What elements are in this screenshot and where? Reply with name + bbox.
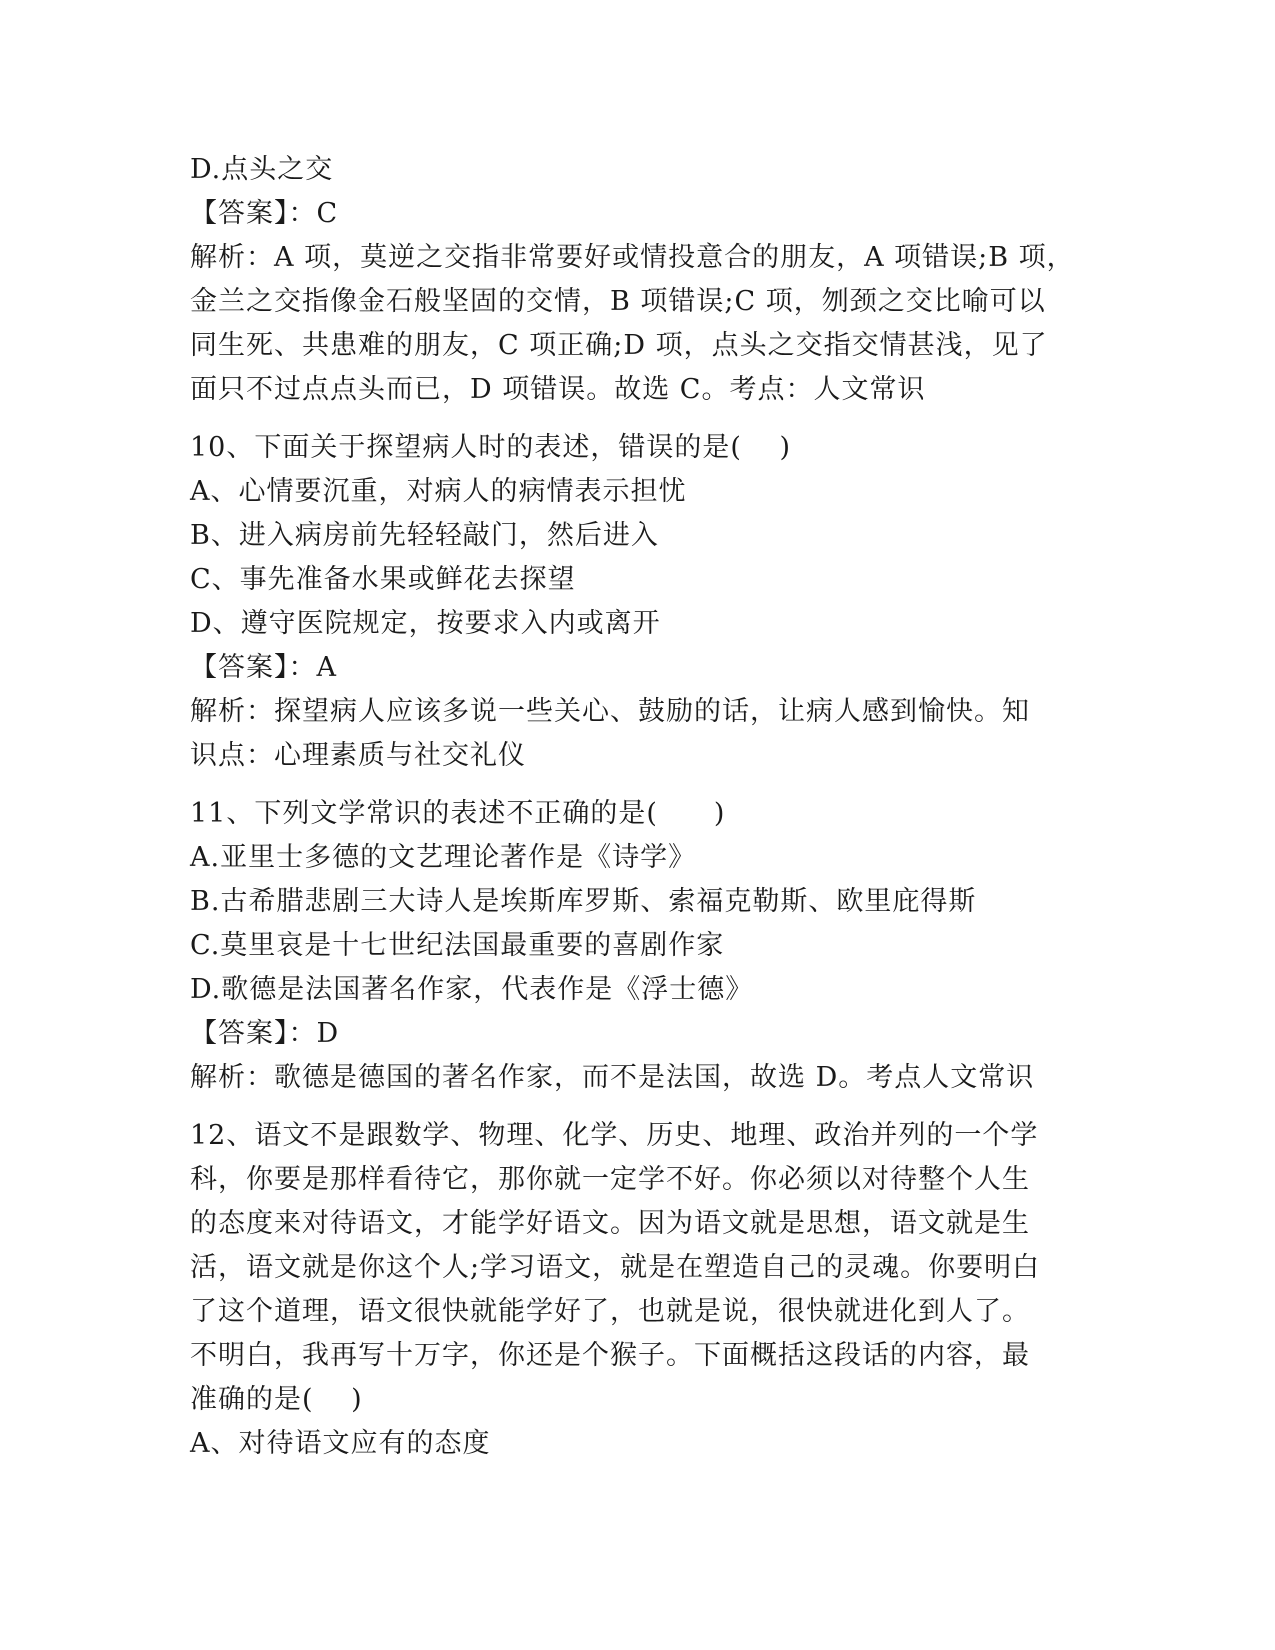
q10-option-a: A、心情要沉重，对病人的病情表示担忧 [190, 476, 687, 507]
spacer [190, 778, 1090, 792]
q9-answer: 【答案】：C [190, 198, 339, 229]
q11-option-b: B.古希腊悲剧三大诗人是埃斯库罗斯、索福克勒斯、欧里庇得斯 [190, 886, 977, 917]
q12-stem [190, 1114, 1090, 1422]
q10-analysis [190, 690, 1090, 778]
q12-stem-line: 了这个道理，语文很快就能学好了，也就是说，很快就进化到人了。 [190, 1296, 1030, 1327]
q11-analysis [190, 1056, 1090, 1100]
q11-option-d: D.歌德是法国著名作家，代表作是《浮士德》 [190, 974, 754, 1005]
question-12 [190, 1114, 1090, 1466]
q11-analysis-line: 解析：歌德是德国的著名作家，而不是法国，故选 D。考点人文常识 [190, 1062, 1035, 1093]
q9-option-d: D.点头之交 [190, 154, 334, 185]
q11-option-c: C.莫里哀是十七世纪法国最重要的喜剧作家 [190, 930, 725, 961]
q11-answer: 【答案】：D [190, 1018, 340, 1049]
q10-option-b: B、进入病房前先轻轻敲门，然后进入 [190, 520, 659, 551]
q9-analysis-line: 解析：A 项，莫逆之交指非常要好或情投意合的朋友，A 项错误;B 项， [190, 242, 1075, 273]
q12-stem-line: 科，你要是那样看待它，那你就一定学不好。你必须以对待整个人生 [190, 1164, 1030, 1195]
q12-stem-line: 活，语文就是你这个人;学习语文，就是在塑造自己的灵魂。你要明白 [190, 1252, 1041, 1283]
q10-analysis-line: 解析：探望病人应该多说一些关心、鼓励的话，让病人感到愉快。知 [190, 696, 1030, 727]
q10-option-d: D、遵守医院规定，按要求入内或离开 [190, 608, 661, 639]
q10-answer: 【答案】：A [190, 652, 337, 683]
q10-stem: 10、下面关于探望病人时的表述，错误的是( ) [190, 432, 792, 463]
q12-stem-line: 不明白，我再写十万字，你还是个猴子。下面概括这段话的内容，最 [190, 1340, 1030, 1371]
document-page [190, 148, 1090, 1466]
spacer [190, 1100, 1090, 1114]
q10-option-c: C、事先准备水果或鲜花去探望 [190, 564, 576, 595]
spacer [190, 412, 1090, 426]
q9-analysis-line: 面只不过点点头而已，D 项错误。故选 C。考点：人文常识 [190, 374, 926, 405]
q12-option-a: A、对待语文应有的态度 [190, 1428, 491, 1459]
q9-analysis-line: 金兰之交指像金石般坚固的交情，B 项错误;C 项，刎颈之交比喻可以 [190, 286, 1046, 317]
q10-analysis-line: 识点：心理素质与社交礼仪 [190, 740, 526, 771]
q12-stem-line: 的态度来对待语文，才能学好语文。因为语文就是思想，语文就是生 [190, 1208, 1030, 1239]
q11-option-a: A.亚里士多德的文艺理论著作是《诗学》 [190, 842, 697, 873]
q12-stem-line: 12、语文不是跟数学、物理、化学、历史、地理、政治并列的一个学 [190, 1120, 1039, 1151]
question-11 [190, 792, 1090, 1100]
q9-analysis-line: 同生死、共患难的朋友，C 项正确;D 项，点头之交指交情甚浅，见了 [190, 330, 1048, 361]
q12-stem-line: 准确的是( ) [190, 1384, 363, 1415]
q9-analysis [190, 236, 1090, 412]
q11-stem: 11、下列文学常识的表述不正确的是( ) [190, 798, 726, 829]
question-9-tail [190, 148, 1090, 412]
question-10 [190, 426, 1090, 778]
